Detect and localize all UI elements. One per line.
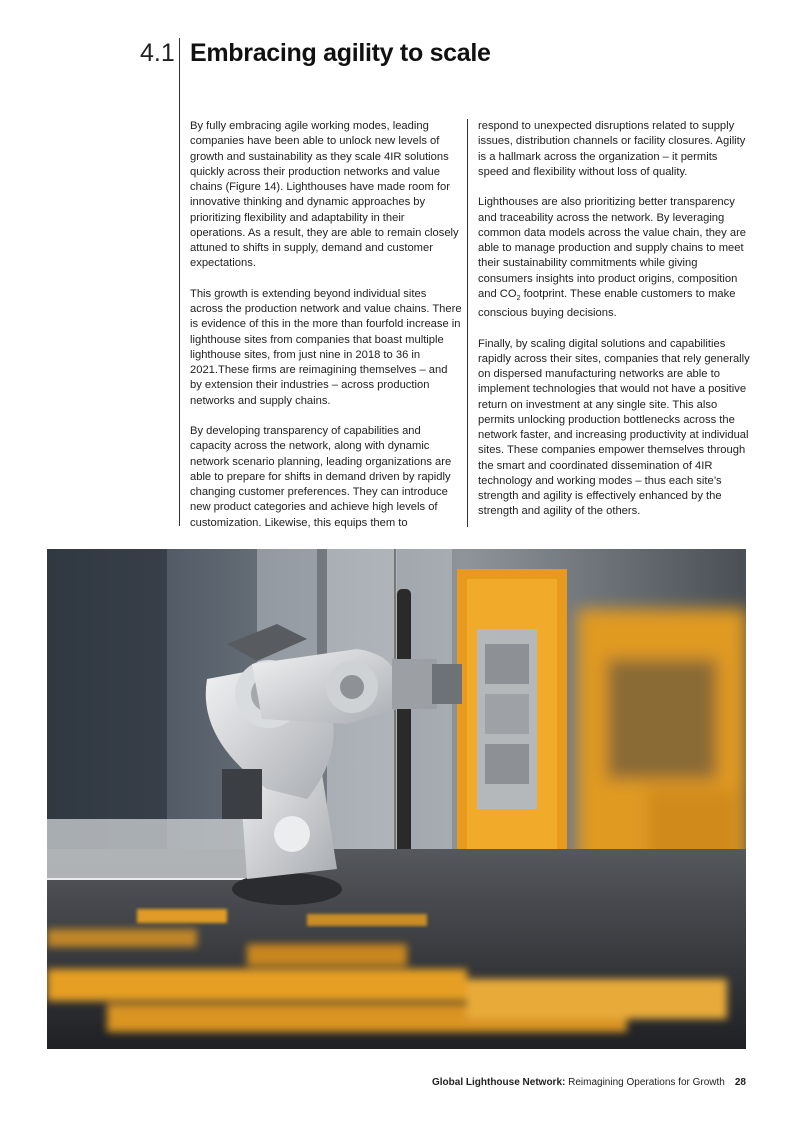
paragraph: This growth is extending beyond individual sites across the production network and value chains. There is evidence of this in the more than fourfold increase in lighthouse sites from companies that boast multiple lighthouse sites, from just nine in 2018 to 36 in 2021.These firms are reimagining themselves – and by extension their industries – across production networks and supply chains. — [190, 287, 462, 407]
publication-subtitle: Reimagining Operations for Growth — [565, 1077, 725, 1088]
factory-robot-photo — [47, 549, 746, 1049]
section-divider-line — [179, 38, 180, 526]
paragraph: By fully embracing agile working modes, leading companies have been able to unlock new levels of growth and sustainability as they scale 4IR solutions quickly across their production networks and value chains (Figure 14). Lighthouses have made room for innovative thinking and dynamic approaches by prioritizing flexibility and adaptability in their operations. As a result, they are able to remain closely attuned to shifts in supply, demand and customer expectations. — [190, 120, 459, 270]
paragraph-text: Lighthouses are also prioritizing better transparency and traceability across the network. By leveraging common data models across the value chain, they are able to manage production and supply chains to meet their sustainability commitments while giving consumers insights into product origins, composition and CO — [478, 196, 747, 300]
right-text-column — [478, 119, 750, 535]
paragraph-text: footprint. These enable customers to make conscious buying decisions. — [478, 287, 736, 320]
page-footer — [432, 1077, 746, 1088]
publication-name: Global Lighthouse Network: — [432, 1077, 566, 1088]
paragraph: By developing transparency of capabilities and capacity across the network, along with dynamic network scenario planning, leading organizations are able to prepare for shifts in demand driven by rapidly changing customer preferences. They can introduce new product categories and achieve high levels of customization. Likewise, this equips them to — [190, 425, 452, 529]
robot-arm-illustration — [47, 549, 746, 1049]
section-number: 4.1 — [140, 39, 175, 67]
page-number: 28 — [734, 1077, 746, 1088]
paragraph: respond to unexpected disruptions related to supply issues, distribution channels or facility closures. Agility is a hallmark across the organization – it permits speed and flexibility without loss of quality. — [478, 120, 746, 178]
paragraph — [478, 195, 750, 321]
page-title: Embracing agility to scale — [190, 39, 491, 67]
column-divider-line — [467, 119, 468, 527]
left-text-column — [190, 119, 462, 546]
paragraph: Finally, by scaling digital solutions and capabilities rapidly across their sites, companies that rely generally on dispersed manufacturing networks are able to implement technologies that would not have a positive return on investment at any single site. This also permits unlocking production bottlenecks across the network faster, and increasing productivity at individual sites. These companies empower themselves through the smart and coordinated dissemination of 4IR technology and working modes – thus each site’s strength and agility is effectively enhanced by the strength and agility of the others. — [478, 337, 750, 518]
subscript: 2 — [516, 294, 521, 302]
